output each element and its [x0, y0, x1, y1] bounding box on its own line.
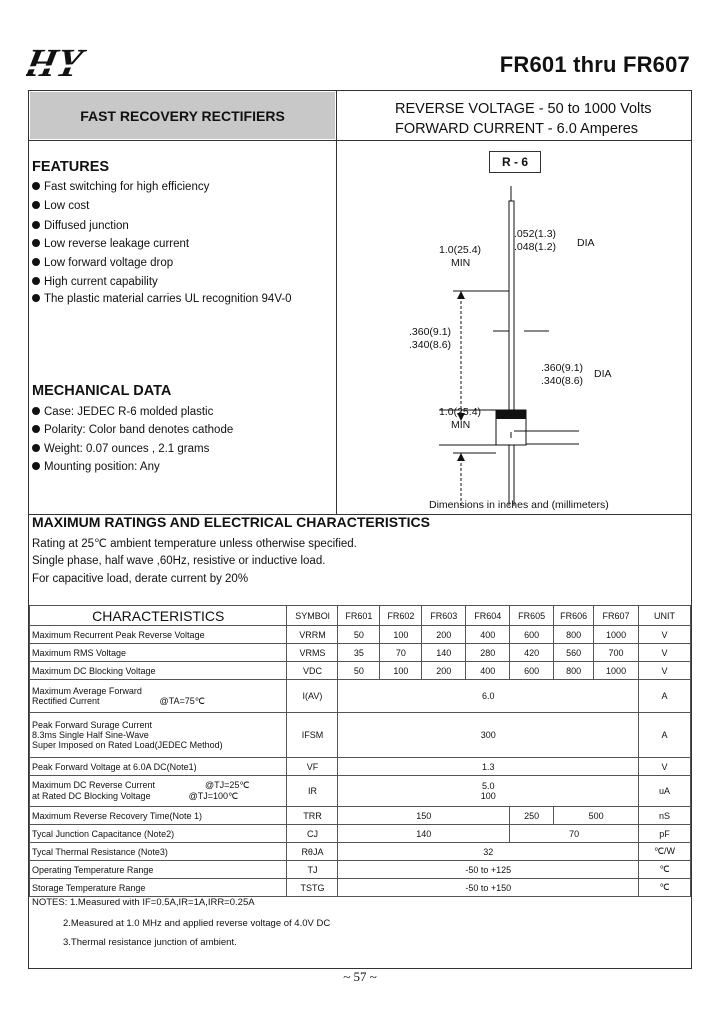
bullet-icon [32, 425, 40, 433]
bullet-icon [32, 277, 40, 285]
column-header: FR604 [466, 606, 510, 626]
value-cell: 50 [338, 662, 380, 680]
unit-cell: V [639, 644, 691, 662]
page-number: ~ 57 ~ [343, 969, 377, 984]
features-heading: FEATURES [32, 159, 110, 175]
lead-dia-label: DIA [577, 237, 595, 249]
value-cell: 1.3 [338, 758, 639, 776]
divider [29, 140, 691, 141]
mechanical-item: Mounting position: Any [32, 461, 160, 473]
product-type-title: FAST RECOVERY RECTIFIERS [30, 92, 335, 139]
bullet-icon [32, 444, 40, 452]
unit-cell: A [639, 680, 691, 713]
note-3: 3.Thermal resistance junction of ambient. [63, 937, 237, 948]
value-cell: 1000 [594, 662, 639, 680]
datasheet-frame [28, 90, 692, 969]
table-row [30, 758, 691, 776]
value-cell: -50 to +150 [338, 879, 639, 897]
part-range-title: FR601 thru FR607 [499, 52, 690, 77]
symbol-cell: RθJA [287, 843, 338, 861]
value-cell: 800 [554, 626, 594, 644]
symbol-cell: VDC [287, 662, 338, 680]
value-cell: 800 [554, 662, 594, 680]
param-name: Maximum RMS Voltage [30, 644, 287, 662]
param-name: Maximum DC Blocking Voltage [30, 662, 287, 680]
symbol-cell: TJ [287, 861, 338, 879]
value-cell: 32 [338, 843, 639, 861]
param-name: Operating Temperature Range [30, 861, 287, 879]
lead-length-bottom-min: MIN [451, 419, 471, 431]
mechanical-heading: MECHANICAL DATA [32, 383, 172, 399]
param-name: Peak Forward Voltage at 6.0A DC(Note1) [30, 758, 287, 776]
logo-text: HY [26, 44, 87, 84]
symbol-cell: TSTG [287, 879, 338, 897]
symbol-cell: VF [287, 758, 338, 776]
value-cell: 70 [510, 825, 639, 843]
mechanical-item: Polarity: Color band denotes cathode [32, 424, 233, 436]
mechanical-item: Case: JEDEC R-6 molded plastic [32, 406, 213, 418]
value-cell: 560 [554, 644, 594, 662]
feature-item: High current capability [32, 276, 158, 288]
ratings-table [29, 605, 691, 897]
table-row [30, 680, 691, 713]
value-cell: 400 [466, 662, 510, 680]
value-cell: 600 [510, 662, 554, 680]
table-row [30, 825, 691, 843]
body-diameter-max: .360(9.1) [541, 362, 584, 374]
table-row [30, 662, 691, 680]
package-label: R - 6 [489, 151, 541, 173]
rating-note: Rating at 25℃ ambient temperature unless otherwise specified. [32, 538, 357, 550]
symbol-cell: CJ [287, 825, 338, 843]
bullet-icon [32, 258, 40, 266]
forward-current-spec: FORWARD CURRENT - 6.0 Amperes [395, 121, 639, 137]
value-cell: 1000 [594, 626, 639, 644]
symbol-cell: IR [287, 776, 338, 807]
value-cell: 100 [380, 662, 422, 680]
rating-note: For capacitive load, derate current by 20% [32, 573, 249, 585]
param-name: Storage Temperature Range [30, 879, 287, 897]
value-cell: 50 [338, 626, 380, 644]
table-row [30, 879, 691, 897]
feature-item: Low cost [32, 200, 89, 212]
unit-cell: V [639, 662, 691, 680]
note-2: 2.Measured at 1.0 MHz and applied reverse voltage of 4.0V DC [63, 918, 331, 929]
value-cell: 35 [338, 644, 380, 662]
divider [336, 91, 337, 514]
value-cell: 140 [338, 825, 510, 843]
value-cell: 400 [466, 626, 510, 644]
body-diameter-min: .340(8.6) [541, 375, 584, 387]
table-row [30, 644, 691, 662]
lead-diameter-min: .048(1.2) [514, 241, 557, 253]
value-cell: 200 [422, 662, 466, 680]
hy-logo [26, 44, 156, 84]
unit-cell: ℃ [639, 861, 691, 879]
param-name: Tycal Thermal Resistance (Note3) [30, 843, 287, 861]
value-cell: 6.0 [338, 680, 639, 713]
body-dia-label: DIA [594, 368, 612, 380]
body-length-min: .340(8.6) [409, 339, 452, 351]
dimensions-caption: Dimensions in inches and (millimeters) [429, 499, 609, 511]
value-cell: 250 [510, 807, 554, 825]
table-row [30, 861, 691, 879]
bullet-icon [32, 221, 40, 229]
unit-cell: V [639, 626, 691, 644]
column-header: FR606 [554, 606, 594, 626]
column-header: SYMBOl [287, 606, 338, 626]
table-row [30, 843, 691, 861]
lead-length-top: 1.0(25.4) [439, 244, 482, 256]
value-cell: 500 [554, 807, 639, 825]
bullet-icon [32, 201, 40, 209]
reverse-voltage-spec: REVERSE VOLTAGE - 50 to 1000 Volts [395, 101, 652, 117]
value-cell: 420 [510, 644, 554, 662]
value-cell: 150 [338, 807, 510, 825]
symbol-cell: IFSM [287, 713, 338, 758]
value-cell: 200 [422, 626, 466, 644]
column-header: FR605 [510, 606, 554, 626]
column-header: CHARACTERISTICS [30, 606, 287, 626]
value-cell: 5.0 100 [338, 776, 639, 807]
lead-length-bottom: 1.0(25.4) [439, 406, 482, 418]
value-cell: -50 to +125 [338, 861, 639, 879]
feature-item: The plastic material carries UL recognition 94V-0 [32, 293, 292, 305]
bullet-icon [32, 462, 40, 470]
value-cell: 140 [422, 644, 466, 662]
body-length-max: .360(9.1) [409, 326, 452, 338]
lead-diameter-max: .052(1.3) [514, 228, 557, 240]
column-header: FR607 [594, 606, 639, 626]
value-cell: 70 [380, 644, 422, 662]
feature-item: Low forward voltage drop [32, 257, 173, 269]
symbol-cell: TRR [287, 807, 338, 825]
unit-cell: pF [639, 825, 691, 843]
feature-item: Low reverse leakage current [32, 238, 189, 250]
unit-cell: A [639, 713, 691, 758]
value-cell: 100 [380, 626, 422, 644]
table-row [30, 807, 691, 825]
param-name: Peak Forward Surage Current 8.3ms Single Half Sine-Wave Super Imposed on Rated Load(JEDEC Method) [30, 713, 287, 758]
column-header: FR603 [422, 606, 466, 626]
value-cell: 280 [466, 644, 510, 662]
param-name: Tycal Junction Capacitance (Note2) [30, 825, 287, 843]
column-header: FR602 [380, 606, 422, 626]
column-header: UNIT [639, 606, 691, 626]
bullet-icon [32, 239, 40, 247]
unit-cell: V [639, 758, 691, 776]
unit-cell: ℃ [639, 879, 691, 897]
unit-cell: nS [639, 807, 691, 825]
value-cell: 300 [338, 713, 639, 758]
note-1: NOTES: 1.Measured with IF=0.5A,IR=1A,IRR=0.25A [32, 897, 255, 908]
ratings-heading: MAXIMUM RATINGS AND ELECTRICAL CHARACTERISTICS [32, 514, 430, 530]
rating-note: Single phase, half wave ,60Hz, resistive or inductive load. [32, 555, 326, 567]
bullet-icon [32, 294, 40, 302]
table-header-row [30, 606, 691, 626]
symbol-cell: VRRM [287, 626, 338, 644]
param-name: Maximum Reverse Recovery Time(Note 1) [30, 807, 287, 825]
table-row [30, 776, 691, 807]
table-row [30, 626, 691, 644]
symbol-cell: I(AV) [287, 680, 338, 713]
mechanical-item: Weight: 0.07 ounces , 2.1 grams [32, 443, 209, 455]
column-header: FR601 [338, 606, 380, 626]
bullet-icon [32, 182, 40, 190]
param-name: Maximum Recurrent Peak Reverse Voltage [30, 626, 287, 644]
bullet-icon [32, 407, 40, 415]
symbol-cell: VRMS [287, 644, 338, 662]
unit-cell: ℃/W [639, 843, 691, 861]
table-row [30, 713, 691, 758]
unit-cell: uA [639, 776, 691, 807]
value-cell: 700 [594, 644, 639, 662]
feature-item: Fast switching for high efficiency [32, 181, 209, 193]
param-name: Maximum Average Forward Rectified Current @TA=75℃ [30, 680, 287, 713]
value-cell: 600 [510, 626, 554, 644]
param-name: Maximum DC Reverse Current @TJ=25℃ at Rated DC Blocking Voltage @TJ=100℃ [30, 776, 287, 807]
lead-length-top-min: MIN [451, 257, 471, 269]
feature-item: Diffused junction [32, 220, 129, 232]
